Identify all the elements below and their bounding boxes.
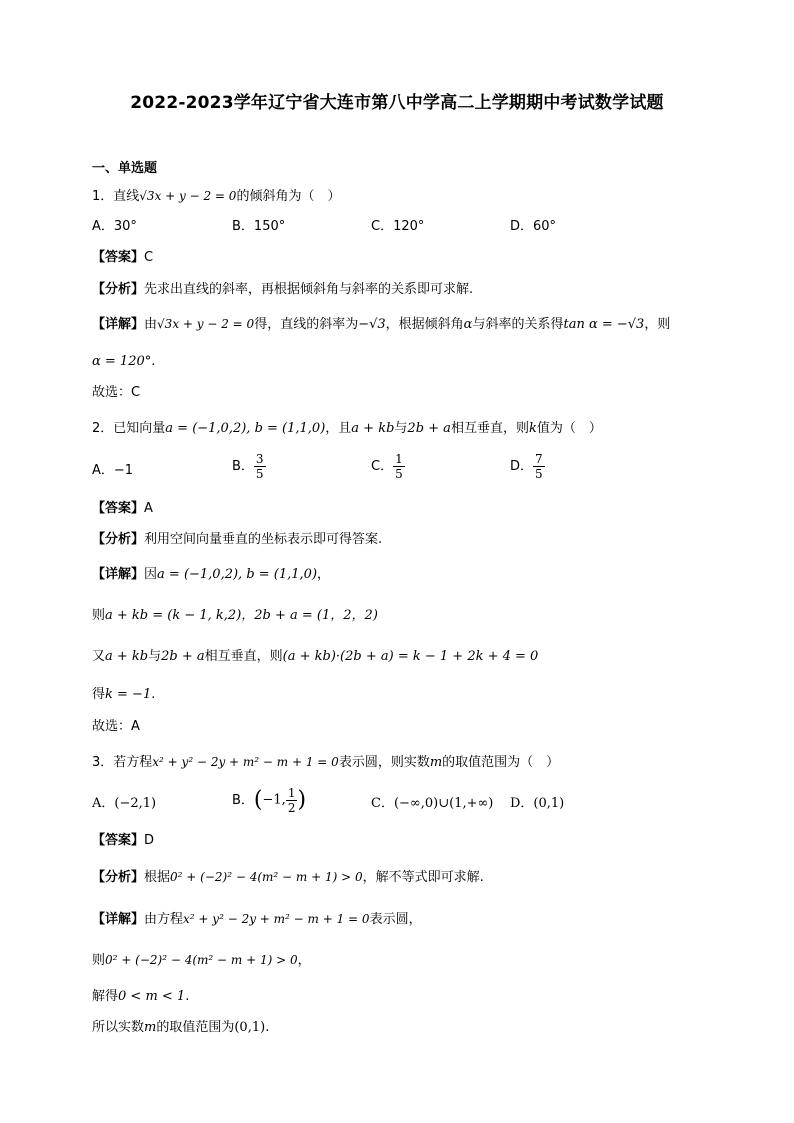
section-heading: 一、单选题 [92, 161, 158, 176]
q1-conclusion: 故选：C [92, 385, 141, 400]
q1-equation: √3x + y − 2 = 0 [139, 189, 237, 203]
q3-option-c: C．(−∞,0)∪(1,+∞) [371, 796, 494, 811]
q1-option-a: A．30° [92, 219, 137, 234]
q2-detail-line-4: 得k = −1. [92, 687, 156, 702]
q3-equation: x² + y² − 2y + m² − m + 1 = 0 [152, 755, 339, 769]
q1-answer: 【答案】C [92, 250, 154, 265]
q2-analysis: 【分析】利用空间向量垂直的坐标表示即可得答案. [92, 532, 383, 547]
q2-option-c: C． $\frac{1}{5}$ [371, 452, 403, 481]
q2-option-d: D． $\frac{7}{5}$ [510, 452, 543, 481]
q2-detail-line-3: 又a + kb与2b + a相互垂直，则(a + kb)·(2b + a) = k − 1 + 2k + 4 = 0 [92, 649, 539, 664]
q3-detail-line-3: 解得0 < m < 1. [92, 989, 190, 1004]
q2-detail-line-2: 则a + kb = (k − 1, k,2)，2b + a = (1，2，2) [92, 608, 378, 623]
question-2-stem: 2．已知向量a = (−1,0,2), b = (1,1,0)，且a + kb与2b + a相互垂直，则k值为（ ） [92, 421, 602, 436]
q2-conclusion: 故选：A [92, 719, 140, 734]
q3-detail-line-4: 所以实数m的取值范围为(0,1). [92, 1020, 270, 1035]
q2-detail: 【详解】因a = (−1,0,2), b = (1,1,0)， [92, 567, 331, 582]
q3-option-d: D．(0,1) [510, 796, 565, 811]
q2-option-b: B． $\frac{3}{5}$ [232, 452, 264, 481]
q1-detail-result: α = 120°. [92, 354, 156, 369]
q3-option-b: B．(−1, $\frac{1}{2}$ ) [232, 786, 307, 815]
q3-option-a: A．(−2,1) [92, 796, 157, 811]
q2-option-d-fraction: $\frac{7}{5}$ [535, 452, 543, 481]
q1-option-b: B．150° [232, 219, 286, 234]
q3-option-b-fraction: $\frac{1}{2}$ [287, 786, 296, 815]
q1-option-d: D．60° [510, 219, 557, 234]
q2-option-c-fraction: $\frac{1}{5}$ [395, 452, 403, 481]
q1-analysis: 【分析】先求出直线的斜率，再根据倾斜角与斜率的关系即可求解. [92, 282, 474, 297]
q3-analysis: 【分析】根据0² + (−2)² − 4(m² − m + 1) > 0，解不等式即可求解. [92, 870, 484, 885]
q3-detail: 【详解】由方程x² + y² − 2y + m² − m + 1 = 0表示圆， [92, 912, 422, 927]
question-3-stem: 3．若方程x² + y² − 2y + m² − m + 1 = 0表示圆，则实数m的取值范围为（ ） [92, 755, 560, 770]
q2-option-b-fraction: $\frac{3}{5}$ [255, 452, 264, 481]
q1-option-c: C．120° [371, 219, 425, 234]
q3-answer: 【答案】D [92, 833, 155, 848]
q3-detail-line-2: 则0² + (−2)² − 4(m² − m + 1) > 0， [92, 953, 311, 968]
page-title: 2022-2023学年辽宁省大连市第八中学高二上学期期中考试数学试题 [130, 93, 664, 113]
q2-answer: 【答案】A [92, 501, 153, 516]
q2-vectors: a = (−1,0,2), b = (1,1,0) [165, 421, 326, 436]
q2-option-a: A．−1 [92, 463, 134, 478]
question-1-stem: 1．直线√3x + y − 2 = 0的倾斜角为（ ） [92, 189, 341, 204]
q1-detail: 【详解】由√3x + y − 2 = 0得，直线的斜率为−√3，根据倾斜角α与斜率的关系得tan α = −√3，则 [92, 317, 671, 332]
